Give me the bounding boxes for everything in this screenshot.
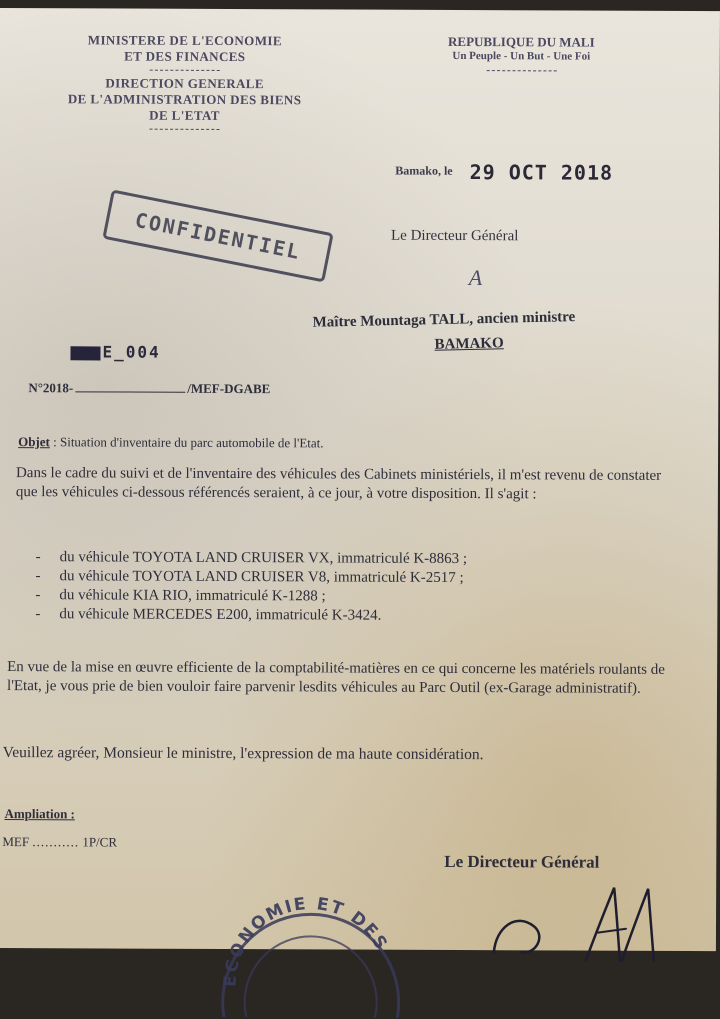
sender-title: Le Directeur Général: [390, 227, 519, 245]
ministry-line-1: MINISTERE DE L'ECONOMIE: [87, 32, 282, 49]
number-suffix: /MEF-DGABE: [187, 380, 271, 397]
list-item: - du véhicule TOYOTA LAND CRUISER VX, immatriculé K-8863 ;: [36, 548, 636, 570]
number-blank: [75, 391, 185, 392]
directorate-line-2: DE L'ADMINISTRATION DES BIENS: [67, 91, 302, 108]
date-stamp: 29 OCT 2018: [469, 160, 614, 185]
signature-title: Le Directeur Général: [444, 851, 600, 872]
request-paragraph: En vue de la mise en œuvre efficiente de la comptabilité-matières en ce qui concerne les matériels roulants de l'Etat, je vous prie de bien vouloir faire parvenir lesdits véhicules au Parc Outil (ex-Garage administratif).: [7, 659, 665, 697]
subject-label: Objet: [18, 434, 50, 450]
directorate-line-1: DIRECTION GENERALE: [105, 75, 264, 92]
ministry-header: [39, 32, 329, 135]
ampliation-line: [2, 834, 117, 851]
ampliation-prefix: MEF: [2, 834, 30, 850]
svg-text:ECONOMIE ET DES: [220, 894, 391, 988]
reference-stamp: [70, 342, 160, 361]
directorate-line-3: DE L'ETAT: [149, 107, 220, 123]
list-item: - du véhicule KIA RIO, immatriculé K-1288 ;: [35, 586, 635, 608]
recipient-city: BAMAKO: [434, 335, 504, 353]
ampliation-label: Ampliation :: [4, 806, 75, 822]
letter-page: [0, 8, 720, 988]
header-divider: [486, 70, 556, 71]
date-line: [395, 160, 613, 185]
ministry-line-2: ET DES FINANCES: [124, 48, 246, 65]
vehicle-list: [35, 548, 635, 627]
ampliation-suffix: 1P/CR: [82, 834, 118, 850]
republic-header: [414, 34, 629, 72]
seal-text: ECONOMIE ET DES: [220, 893, 392, 988]
reference-stamp-text: E_004: [102, 342, 161, 362]
country-motto: Un Peuple - Un But - Une Foi: [452, 49, 591, 63]
pour-mark: A: [468, 265, 483, 291]
handwritten-signature: [486, 882, 686, 963]
redacted-block: [70, 346, 100, 360]
date-prefix: Bamako, le: [395, 163, 453, 178]
country-name: REPUBLIQUE DU MALI: [448, 33, 595, 50]
confidential-stamp: CONFIDENTIEL: [102, 189, 333, 282]
official-seal-icon: [206, 877, 407, 1018]
subject-line: [18, 434, 324, 451]
header-divider: [149, 129, 219, 130]
closing-paragraph: Veuillez agréer, Monsieur le ministre, l'expression de ma haute considération.: [2, 744, 484, 764]
number-prefix: N°2018-: [28, 380, 74, 396]
ampliation-dots: ...........: [32, 834, 80, 850]
list-item: - du véhicule TOYOTA LAND CRUISER V8, immatriculé K-2517 ;: [35, 567, 635, 589]
list-item: - du véhicule MERCEDES E200, immatriculé K-3424.: [35, 605, 635, 627]
header-divider: [150, 70, 220, 71]
intro-paragraph: Dans le cadre du suivi et de l'inventaire des véhicules des Cabinets ministériels, il m'est revenu de constater que les véhicules ci-dessous référencés seraient, à ce jour, à votre disposition. Il s'agit :: [15, 465, 662, 503]
subject-text: : Situation d'inventaire du parc automobile de l'Etat.: [53, 434, 324, 451]
recipient-name: Maître Mountaga TALL, ancien ministre: [312, 309, 576, 331]
letter-number: [28, 380, 270, 397]
